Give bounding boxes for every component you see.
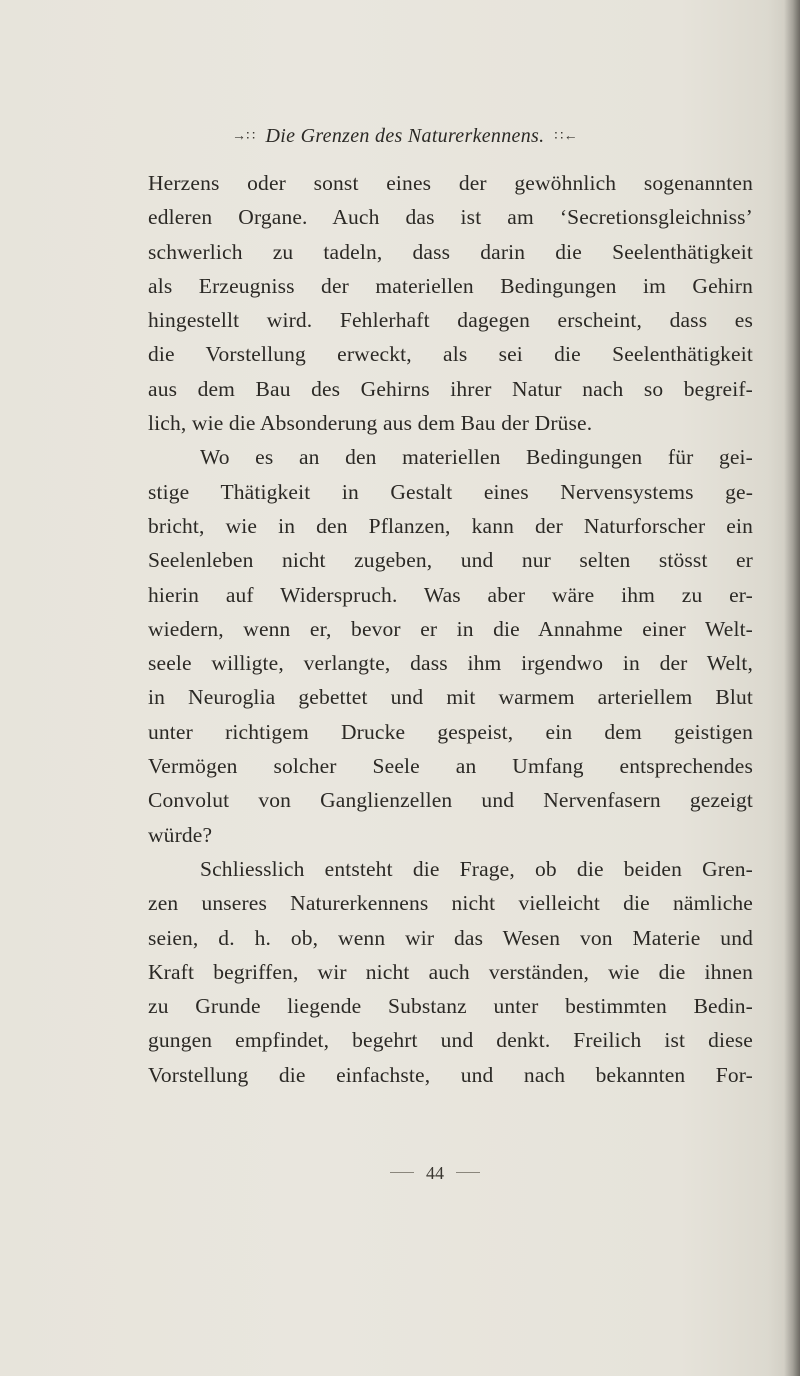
text-line: bricht, wie in den Pflanzen, kann der Naturforscher ein — [148, 513, 753, 538]
text-line: Convolut von Ganglienzellen und Nervenfasern gezeigt — [148, 788, 753, 813]
text-line: Herzens oder sonst eines der gewöhnlich sogenannten — [148, 171, 753, 195]
page-number-text: 44 — [426, 1163, 444, 1183]
text-line: hingestellt wird. Fehlerhaft dagegen erscheint, dass es — [148, 308, 753, 333]
text-line: unter richtigem Drucke gespeist, ein dem geistigen — [148, 719, 753, 744]
body-text — [148, 166, 753, 1092]
text-line: lich, wie die Absonderung aus dem Bau der Drüse. — [148, 411, 593, 436]
text-line: zen unseres Naturerkennens nicht vielleicht die nämliche — [148, 891, 753, 916]
text-line: seien, d. h. ob, wenn wir das Wesen von Materie und — [148, 925, 753, 950]
text-line: Vermögen solcher Seele an Umfang entsprechendes — [148, 754, 753, 779]
text-line: schwerlich zu tadeln, dass darin die Seelenthätigkeit — [148, 239, 753, 264]
text-line: hierin auf Widerspruch. Was aber wäre ihm zu er- — [148, 582, 753, 607]
ornament-right: ∷← — [554, 129, 578, 144]
text-line: wiedern, wenn er, bevor er in die Annahme einer Welt- — [148, 616, 753, 641]
text-line: als Erzeugniss der materiellen Bedingungen im Gehirn — [148, 273, 753, 298]
running-head — [232, 125, 672, 148]
text-line: würde? — [148, 822, 213, 847]
text-line: Seelenleben nicht zugeben, und nur selten stösst er — [148, 548, 753, 573]
folio-dash-right — [456, 1172, 480, 1173]
text-line: edleren Organe. Auch das ist am ‘Secretionsgleichniss’ — [148, 205, 753, 230]
text-line: stige Thätigkeit in Gestalt eines Nervensystems ge- — [148, 479, 753, 504]
text-line: Schliesslich entsteht die Frage, ob die beiden Gren- — [200, 856, 753, 881]
text-line: zu Grunde liegende Substanz unter bestimmten Bedin- — [148, 994, 753, 1019]
text-line: gungen empfindet, begehrt und denkt. Freilich ist diese — [148, 1028, 753, 1053]
text-line: aus dem Bau des Gehirns ihrer Natur nach so begreif- — [148, 376, 753, 401]
text-line: seele willigte, verlangte, dass ihm irgendwo in der Welt, — [148, 651, 753, 676]
running-head-title: Die Grenzen des Naturerkennens. — [265, 125, 545, 147]
page-number — [0, 1163, 800, 1184]
text-line: Kraft begriffen, wir nicht auch verständen, wie die ihnen — [148, 959, 753, 984]
text-line: in Neuroglia gebettet und mit warmem arteriellem Blut — [148, 685, 753, 710]
folio-dash-left — [390, 1172, 414, 1173]
text-line: Wo es an den materiellen Bedingungen für gei- — [200, 445, 753, 470]
text-line: die Vorstellung erweckt, als sei die Seelenthätigkeit — [148, 342, 753, 367]
text-line: Vorstellung die einfachste, und nach bekannten For- — [148, 1062, 753, 1087]
ornament-left: →∷ — [232, 129, 256, 144]
